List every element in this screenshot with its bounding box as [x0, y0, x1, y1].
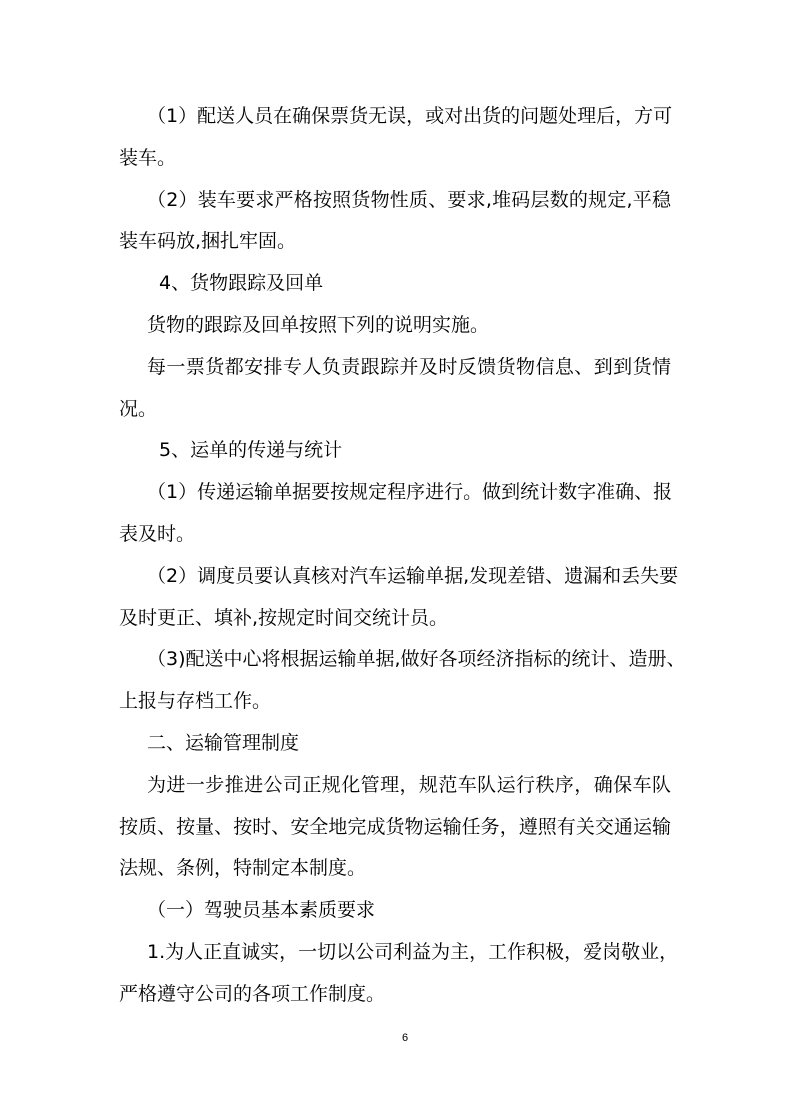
paragraph-loading-check: [119, 96, 671, 180]
text-line: 上报与存档工作。: [119, 690, 272, 713]
paragraph-waybill-1: [119, 472, 671, 556]
text-line: （1）配送人员在确保票货无误，或对出货的问题处理后，方可: [147, 105, 673, 127]
text-line: 每一票货都安排专人负责跟踪并及时反馈货物信息、到到货情: [147, 355, 671, 378]
paragraph-loading-requirements: [119, 180, 671, 264]
text-line: 及时更正、填补,按规定时间交统计员。: [119, 606, 449, 629]
paragraph-transport-rules-intro: [119, 765, 671, 890]
heading-line: 4、货物跟踪及回单: [159, 272, 324, 295]
text-line: 表及时。: [119, 522, 196, 545]
text-line: 况。: [119, 397, 158, 420]
section-heading-driver-requirements: [119, 890, 671, 932]
section-heading-waybill: [119, 430, 671, 472]
section-heading-transport-rules: [119, 723, 671, 765]
heading-line: 二、运输管理制度: [147, 731, 300, 754]
text-line: 货物的跟踪及回单按照下列的说明实施。: [147, 313, 490, 336]
paragraph-waybill-3: [119, 639, 686, 723]
page-number: 6: [401, 1032, 409, 1044]
paragraph-tracking-intro: [119, 305, 671, 347]
text-line: 1.为人正直诚实，一切以公司利益为主，工作积极，爱岗敬业，: [147, 940, 679, 963]
text-line: 法规、条例，特制定本制度。: [119, 857, 367, 880]
text-line: 装车。: [119, 146, 177, 169]
text-line: （3)配送中心将根据运输单据,做好各项经济指标的统计、造册、: [147, 648, 686, 671]
text-line: （2）调度员要认真核对汽车运输单据,发现差错、遗漏和丢失要: [147, 564, 679, 587]
text-line: 按质、按量、按时、安全地完成货物运输任务，遵照有关交通运输: [119, 815, 671, 838]
paragraph-waybill-2: [119, 556, 679, 640]
text-line: （2）装车要求严格按照货物性质、要求,堆码层数的规定,平稳: [147, 188, 671, 211]
text-line: 严格遵守公司的各项工作制度。: [119, 982, 386, 1005]
text-line: 装车码放,捆扎牢固。: [119, 230, 297, 253]
section-heading-tracking: [119, 263, 671, 305]
paragraph-tracking-detail: [119, 347, 671, 431]
heading-line: （一）驾驶员基本素质要求: [147, 899, 376, 922]
heading-line: 5、运单的传递与统计: [159, 439, 343, 462]
text-line: 为进一步推进公司正规化管理，规范车队运行秩序，确保车队: [147, 773, 671, 796]
body-text: [119, 96, 686, 1016]
text-line: （1）传递运输单据要按规定程序进行。做到统计数字准确、报: [147, 481, 673, 504]
paragraph-driver-requirement-1: [119, 932, 679, 1016]
